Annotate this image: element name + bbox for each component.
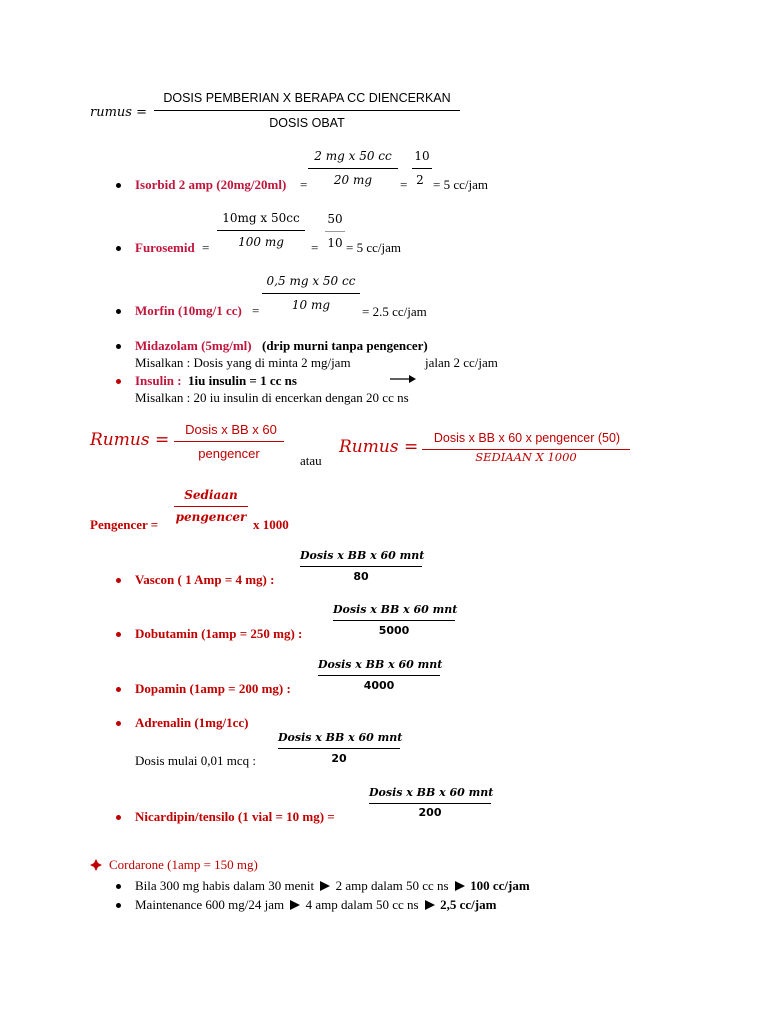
fraction-bar: [318, 675, 440, 676]
adrenalin-denominator: 20: [331, 752, 347, 765]
morfin-result: = 2.5 cc/jam: [362, 304, 427, 319]
nicardipin-name: Nicardipin/tensilo (1 vial = 10 mg) =: [135, 809, 335, 824]
rumus2-denominator-b: SEDIAAN X 1000: [475, 450, 577, 464]
rumus2-label: Rumus =: [90, 430, 170, 450]
adrenalin-name: Adrenalin (1mg/1cc): [135, 715, 249, 730]
rumus-denominator: DOSIS OBAT: [269, 116, 345, 130]
isorbid-result: = 5 cc/jam: [433, 177, 488, 192]
rumus-label: rumus =: [90, 105, 147, 120]
cordarone-line1-a: Bila 300 mg habis dalam 30 menit: [135, 878, 315, 893]
isorbid-frac2-num: 10: [414, 149, 430, 163]
vascon-name: Vascon ( 1 Amp = 4 mg) :: [135, 572, 275, 587]
rumus2-numerator: Dosis x BB x 60: [185, 422, 277, 437]
bullet-dot: [116, 183, 121, 188]
bullet-dot: [116, 884, 121, 889]
cordarone-line2-a: Maintenance 600 mg/24 jam: [135, 897, 285, 912]
midazolam-result: jalan 2 cc/jam: [425, 355, 498, 370]
equals: =: [300, 177, 308, 192]
pengencer-numerator: Sediaan: [184, 488, 238, 502]
nicardipin-denominator: 200: [418, 806, 442, 819]
equals: =: [400, 177, 408, 192]
fraction-bar: [278, 748, 400, 749]
midazolam-note: (drip murni tanpa pengencer): [262, 338, 428, 353]
furosemid-frac2-den: 10: [327, 236, 343, 250]
pengencer-factor: x 1000: [253, 517, 289, 532]
bullet-dot: [116, 721, 121, 726]
equals: =: [252, 303, 260, 318]
morfin-frac-num: 0,5 mg x 50 cc: [266, 274, 356, 288]
insulin-example: Misalkan : 20 iu insulin di encerkan dengan 20 cc ns: [135, 390, 409, 405]
morfin-frac-den: 10 mg: [291, 298, 331, 312]
midazolam-example: Misalkan : Dosis yang di minta 2 mg/jam: [135, 355, 351, 370]
dobutamin-name: Dobutamin (1amp = 250 mg) :: [135, 626, 303, 641]
fraction-bar: [300, 566, 422, 567]
vascon-denominator: 80: [353, 570, 369, 583]
isorbid-frac2-den: 2: [416, 173, 424, 187]
fraction-bar: [333, 620, 455, 621]
fraction-bar: [369, 803, 491, 804]
rumus2-label-b: Rumus =: [339, 437, 419, 457]
fraction-bar: [217, 230, 305, 231]
dobutamin-denominator: 5000: [378, 624, 410, 637]
isorbid-frac-den: 20 mg: [333, 173, 373, 187]
dopamin-numerator: Dosis x BB x 60 mnt: [318, 658, 443, 671]
furosemid-name: Furosemid: [135, 240, 195, 255]
bullet-dot: [116, 903, 121, 908]
rumus2-denominator: pengencer: [198, 446, 260, 461]
dopamin-denominator: 4000: [363, 679, 395, 692]
bullet-dot: [116, 578, 121, 583]
bullet-dot: [116, 687, 121, 692]
furosemid-frac2-num: 50: [327, 212, 343, 226]
dobutamin-numerator: Dosis x BB x 60 mnt: [333, 603, 458, 616]
adrenalin-start-dose: Dosis mulai 0,01 mcq :: [135, 753, 256, 768]
cordarone-line2: [135, 897, 496, 913]
furosemid-frac-den: 100 mg: [238, 235, 284, 249]
morfin-name: Morfin (10mg/1 cc): [135, 303, 242, 318]
cordarone-line2-b: 4 amp dalam 50 cc ns: [305, 897, 419, 912]
bullet-dot: [116, 246, 121, 251]
furosemid-result: = 5 cc/jam: [346, 240, 401, 255]
isorbid-frac-num: 2 mg x 50 cc: [314, 149, 392, 163]
fraction-bar: [325, 231, 345, 232]
right-arrow-icon: [390, 374, 416, 384]
equals: =: [202, 240, 210, 255]
furosemid-frac-num: 10mg x 50cc: [222, 211, 300, 225]
diamond-bullet-icon: [90, 859, 102, 871]
right-arrow-icon: [290, 900, 300, 910]
cordarone-line2-c: 2,5 cc/jam: [440, 897, 497, 912]
fraction-bar: [412, 168, 432, 169]
nicardipin-numerator: Dosis x BB x 60 mnt: [369, 786, 494, 799]
bullet-dot: [116, 309, 121, 314]
insulin-name: Insulin :: [135, 373, 182, 388]
rumus2-numerator-b: Dosis x BB x 60 x pengencer (50): [433, 431, 621, 445]
dopamin-name: Dopamin (1amp = 200 mg) :: [135, 681, 291, 696]
midazolam-name: Midazolam (5mg/ml): [135, 338, 252, 353]
fraction-bar: [308, 168, 398, 169]
pengencer-denominator: pengencer: [175, 510, 247, 524]
cordarone-line1-c: 100 cc/jam: [470, 878, 530, 893]
rumus-numerator: DOSIS PEMBERIAN X BERAPA CC DIENCERKAN: [163, 91, 451, 105]
atau-text: atau: [300, 453, 322, 468]
right-arrow-icon: [425, 900, 435, 910]
isorbid-name: Isorbid 2 amp (20mg/20ml): [135, 177, 287, 192]
pengencer-label: Pengencer =: [90, 517, 159, 532]
right-arrow-icon: [455, 881, 465, 891]
cordarone-line1: [135, 878, 530, 894]
vascon-numerator: Dosis x BB x 60 mnt: [300, 549, 425, 562]
fraction-bar: [174, 506, 248, 507]
fraction-bar: [154, 110, 460, 111]
fraction-bar: [174, 441, 284, 442]
fraction-bar: [262, 293, 360, 294]
bullet-dot: [116, 632, 121, 637]
cordarone-title: Cordarone (1amp = 150 mg): [109, 857, 258, 872]
equals: =: [311, 240, 319, 255]
right-arrow-icon: [320, 881, 330, 891]
insulin-rule: 1iu insulin = 1 cc ns: [188, 373, 297, 388]
bullet-dot: [116, 344, 121, 349]
adrenalin-numerator: Dosis x BB x 60 mnt: [278, 731, 403, 744]
bullet-dot: [116, 379, 121, 384]
cordarone-line1-b: 2 amp dalam 50 cc ns: [335, 878, 449, 893]
bullet-dot: [116, 815, 121, 820]
